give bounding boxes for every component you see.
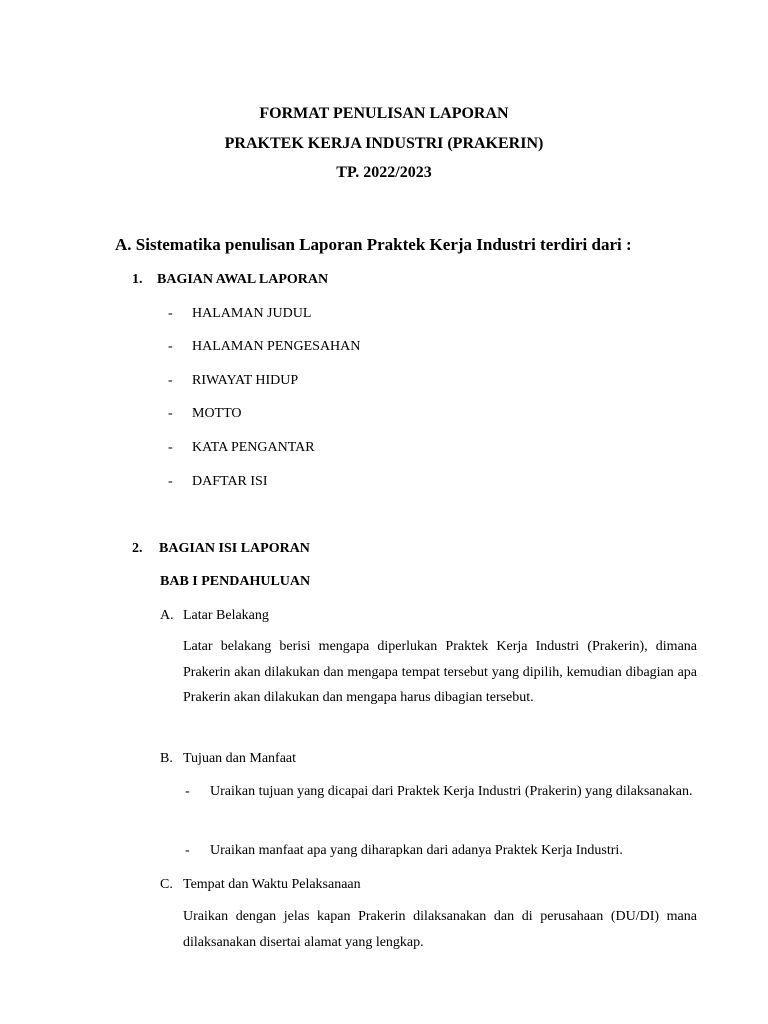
sub-a-title: Latar Belakang (183, 608, 269, 623)
list-item (168, 439, 315, 457)
part2-title: BAGIAN ISI LAPORAN (159, 541, 310, 556)
list-item (185, 838, 697, 864)
section-a-label: A. (115, 235, 132, 254)
list-item (168, 305, 311, 323)
bab-heading: BAB I PENDAHULUAN (160, 574, 311, 589)
sub-c-heading (160, 876, 361, 894)
list-item (185, 779, 697, 805)
sub-a-paragraph: Latar belakang berisi mengapa diperlukan Praktek Kerja Industri (Prakerin), dimana Prakerin akan dilakukan dan mengapa tempat tersebut yang dipilih, kemudian dibagian apa Prakerin akan dilakukan dan mengapa harus dibagian tersebut. (183, 639, 697, 705)
dash-marker: - (168, 406, 173, 421)
doc-title-line1: FORMAT PENULISAN LAPORAN (259, 105, 509, 122)
doc-title-line3: TP. 2022/2023 (336, 164, 432, 181)
list-item-text: HALAMAN JUDUL (192, 306, 312, 321)
sub-a-heading (160, 607, 269, 625)
list-item-text: KATA PENGANTAR (192, 440, 315, 455)
dash-marker: - (168, 474, 173, 489)
list-item (168, 372, 298, 390)
dash-marker: - (168, 306, 173, 321)
part1-number: 1. (132, 272, 143, 287)
dash-marker: - (168, 373, 173, 388)
part2-number: 2. (132, 541, 143, 556)
sub-b-bullet-2: Uraikan manfaat apa yang diharapkan dari adanya Praktek Kerja Industri. (210, 843, 623, 858)
list-item (168, 405, 242, 423)
list-item-text: DAFTAR ISI (192, 474, 268, 489)
part1-heading (132, 271, 328, 289)
list-item (168, 338, 360, 356)
sub-a-letter: A. (160, 608, 174, 623)
section-a-text: Sistematika penulisan Laporan Praktek Kerja Industri terdiri dari : (135, 235, 632, 254)
list-item-text: MOTTO (192, 406, 242, 421)
dash-marker: - (168, 440, 173, 455)
section-a-heading (115, 234, 632, 256)
dash-marker: - (185, 843, 190, 858)
doc-title-line2: PRAKTEK KERJA INDUSTRI (PRAKERIN) (224, 135, 544, 152)
list-item (168, 473, 268, 491)
list-item-text: HALAMAN PENGESAHAN (192, 339, 361, 354)
dash-marker: - (185, 784, 190, 799)
part1-title: BAGIAN AWAL LAPORAN (157, 272, 329, 287)
sub-c-title: Tempat dan Waktu Pelaksanaan (183, 877, 361, 892)
dash-marker: - (168, 339, 173, 354)
sub-b-heading (160, 750, 296, 768)
sub-c-letter: C. (160, 877, 173, 892)
list-item-text: RIWAYAT HIDUP (192, 373, 299, 388)
sub-c-paragraph: Uraikan dengan jelas kapan Prakerin dilaksanakan dan di perusahaan (DU/DI) mana dilaksanakan disertai alamat yang lengkap. (183, 909, 697, 950)
sub-b-bullet-1: Uraikan tujuan yang dicapai dari Praktek Kerja Industri (Prakerin) yang dilaksanakan. (210, 784, 693, 799)
part2-heading (132, 540, 310, 558)
sub-b-letter: B. (160, 751, 173, 766)
sub-b-title: Tujuan dan Manfaat (183, 751, 297, 766)
